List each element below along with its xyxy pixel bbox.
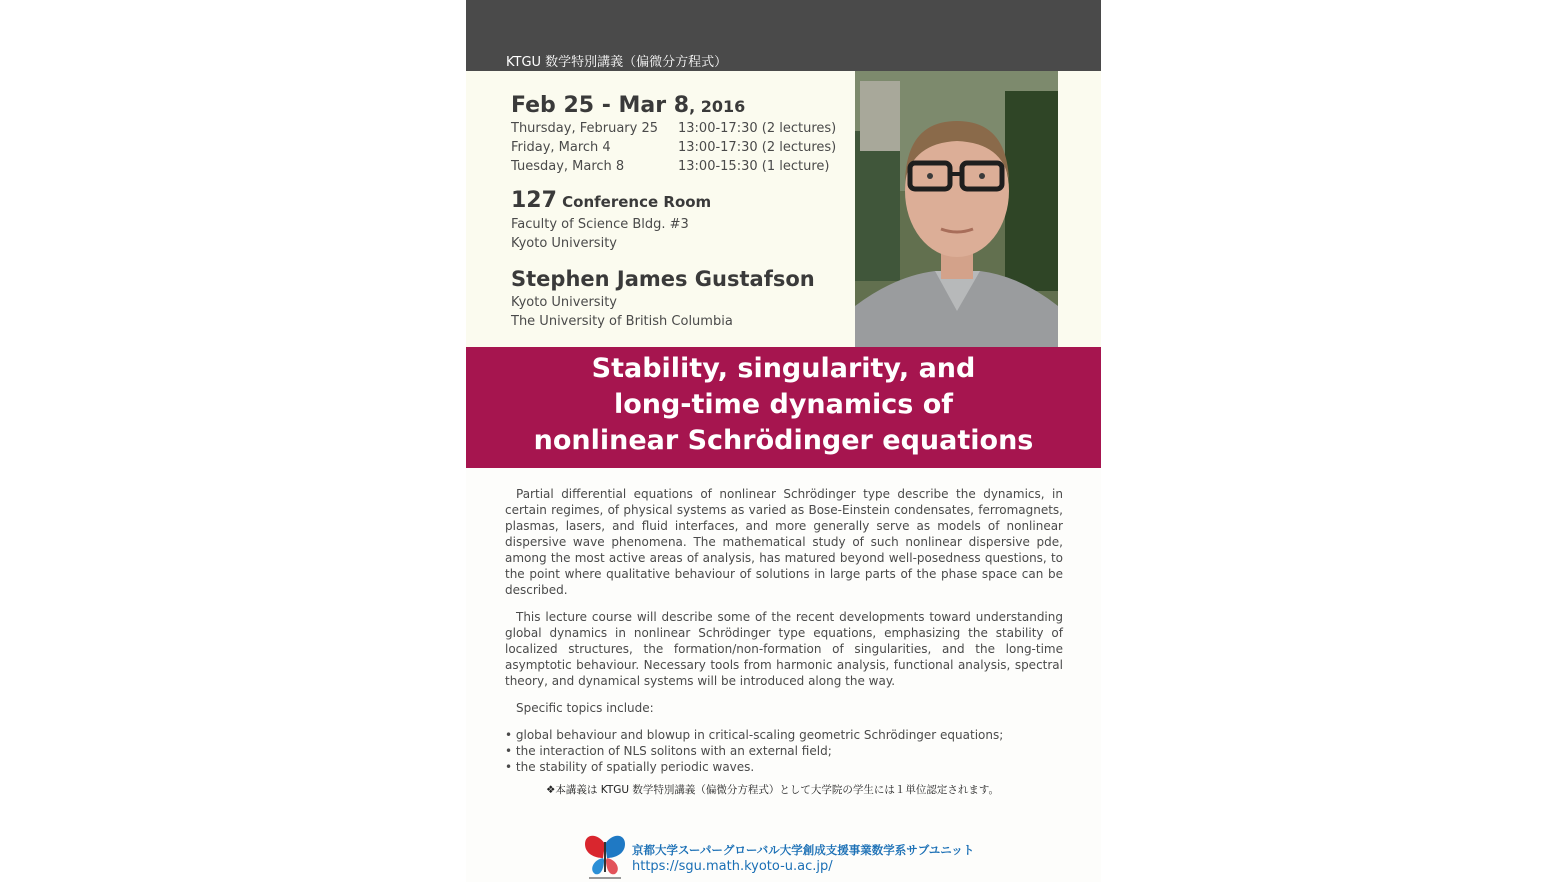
- session-day: Tuesday, March 8: [511, 159, 625, 174]
- abstract-paragraph: This lecture course will describe some of the recent developments toward understanding global dynamics in nonlinear Schrödinger type equations, emphasizing the stability of localized structures, the formation/non-formation of singularities, and the long-time asymptotic behaviour. Necessary tools from harmonic analysis, functional analysis, spectral theory, and dynamical systems will be introduced along the way.: [505, 610, 1063, 688]
- session-time: 13:00-17:30 (2 lectures): [678, 140, 837, 155]
- dates-year: , 2016: [689, 97, 746, 116]
- location: [511, 215, 689, 253]
- butterfly-logo-icon: [583, 830, 627, 882]
- event-dates: [511, 93, 745, 118]
- lecture-title: [466, 351, 1101, 459]
- session-time: 13:00-15:30 (1 lecture): [678, 159, 830, 174]
- schedule-row: [511, 157, 836, 176]
- header-bar: [466, 0, 1101, 71]
- event-info-panel: [466, 71, 1101, 347]
- speaker-portrait: [855, 71, 1058, 347]
- credit-note: ❖本講義は KTGU 数学特別講義（偏微分方程式）として大学院の学生には１単位認定されます。: [546, 784, 1000, 796]
- schedule-row: [511, 138, 836, 157]
- session-day: Thursday, February 25: [511, 121, 658, 136]
- topics-list: [505, 727, 1063, 775]
- affiliation: Kyoto University: [511, 295, 617, 310]
- location-line: Faculty of Science Bldg. #3: [511, 217, 689, 232]
- abstract: [505, 486, 1063, 775]
- speaker-affiliations: [511, 293, 733, 331]
- lecture-poster: [466, 0, 1101, 882]
- abstract-paragraph: Partial differential equations of nonlinear Schrödinger type describe the dynamics, in certain regimes, of physical systems as varied as Bose-Einstein condensates, ferromagnets, plasmas, lasers, and fluid interfaces, and more generally serve as models of nonlinear dispersive wave phenomena. The mathematical study of such nonlinear dispersive pde, among the most active areas of analysis, has matured beyond well-posedness questions, to the point where qualitative behaviour of solutions in large parts of the phase space can be described.: [505, 487, 1063, 597]
- title-line: Stability, singularity, and: [591, 353, 976, 384]
- header-title: KTGU 数学特別講義（偏微分方程式）: [506, 55, 728, 70]
- room-heading: [511, 188, 711, 213]
- schedule: [511, 119, 836, 176]
- schedule-row: [511, 119, 836, 138]
- footer: [583, 830, 1003, 882]
- topics-intro: Specific topics include:: [516, 701, 654, 715]
- title-line: long-time dynamics of: [613, 389, 954, 420]
- dates-range: Feb 25 - Mar 8: [511, 93, 690, 118]
- unit-name: 京都大学スーパーグローバル大学創成支援事業数学系サブユニット: [632, 843, 975, 857]
- topic-item: • the stability of spatially periodic waves.: [505, 760, 755, 774]
- lecture-title-banner: [466, 347, 1101, 468]
- unit-url-link[interactable]: https://sgu.math.kyoto-u.ac.jp/: [632, 859, 833, 874]
- room-number: 127: [511, 188, 557, 213]
- session-day: Friday, March 4: [511, 140, 611, 155]
- affiliation: The University of British Columbia: [511, 314, 733, 329]
- location-line: Kyoto University: [511, 236, 617, 251]
- title-line: nonlinear Schrödinger equations: [533, 425, 1034, 456]
- room-label: Conference Room: [556, 193, 712, 211]
- session-time: 13:00-17:30 (2 lectures): [678, 121, 837, 136]
- speaker-name: Stephen James Gustafson: [511, 267, 815, 291]
- topic-item: • global behaviour and blowup in critical-scaling geometric Schrödinger equations;: [505, 728, 1004, 742]
- topic-item: • the interaction of NLS solitons with an external field;: [505, 744, 832, 758]
- speaker-photo: [855, 71, 1058, 347]
